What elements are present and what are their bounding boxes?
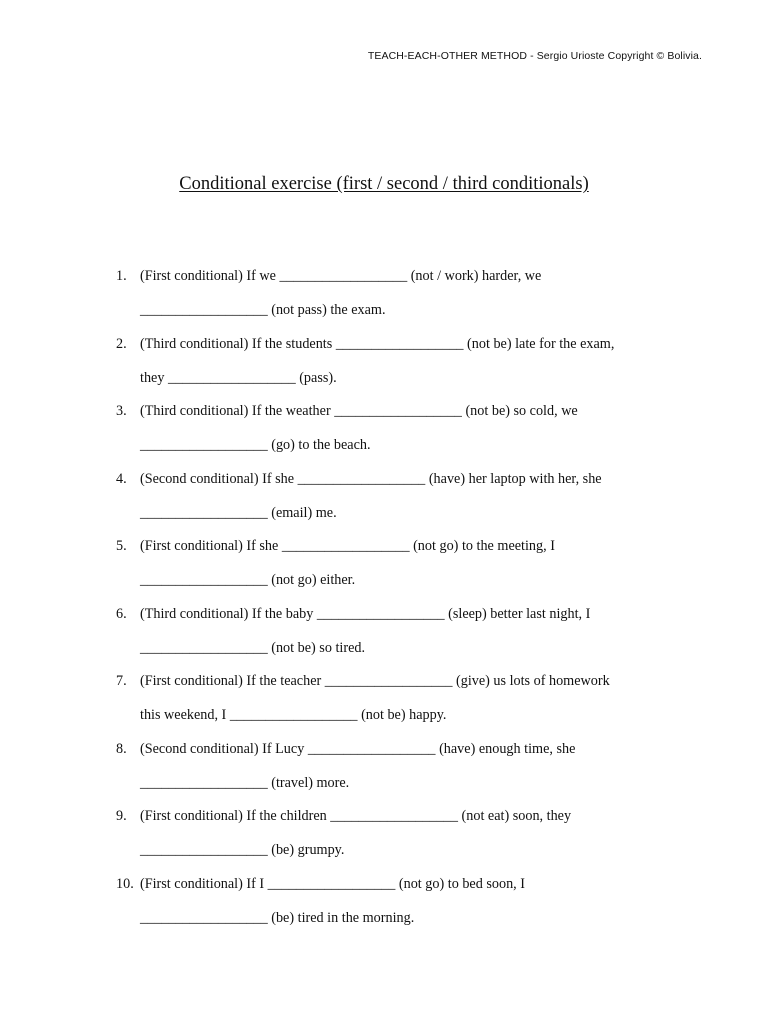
item-line-1: (Second conditional) If Lucy __________________ (have) enough time, she — [140, 740, 576, 757]
item-line-1: (First conditional) If the children __________________ (not eat) soon, they — [140, 808, 572, 824]
item-number: 8. — [116, 740, 127, 757]
item-number: 9. — [116, 808, 127, 824]
exercise-item-3 — [0, 403, 768, 471]
item-line-2: __________________ (not go) either. — [140, 572, 356, 588]
item-line-2: this weekend, I __________________ (not be) happy. — [140, 707, 447, 723]
item-line-2: __________________ (email) me. — [140, 504, 337, 521]
item-line-2: they __________________ (pass). — [140, 369, 337, 386]
item-line-2: __________________ (be) tired in the morning. — [140, 909, 415, 926]
exercise-item-2 — [0, 336, 768, 404]
page-header: TEACH-EACH-OTHER METHOD - Sergio Urioste Copyright © Bolivia. — [367, 50, 702, 62]
exercise-item-6 — [0, 606, 768, 674]
item-line-2: __________________ (be) grumpy. — [140, 842, 345, 858]
item-line-1: (Second conditional) If she __________________ (have) her laptop with her, she — [140, 470, 602, 487]
item-number: 4. — [116, 470, 127, 487]
item-line-1: (Third conditional) If the students __________________ (not be) late for the exam, — [140, 335, 615, 352]
item-number: 7. — [116, 673, 127, 689]
exercise-list — [0, 268, 768, 943]
item-number: 2. — [116, 335, 127, 352]
item-line-1: (First conditional) If the teacher __________________ (give) us lots of homework — [140, 673, 610, 689]
exercise-item-9 — [0, 808, 768, 876]
item-line-1: (Third conditional) If the baby __________________ (sleep) better last night, I — [140, 605, 591, 622]
exercise-item-10 — [0, 876, 768, 944]
item-line-1: (First conditional) If we __________________ (not / work) harder, we — [140, 268, 542, 284]
exercise-item-4 — [0, 471, 768, 539]
item-line-1: (First conditional) If she __________________ (not go) to the meeting, I — [140, 538, 555, 554]
exercise-item-7 — [0, 673, 768, 741]
item-line-2: __________________ (go) to the beach. — [140, 437, 371, 453]
page-title: Conditional exercise (first / second / third conditionals) — [179, 174, 589, 194]
exercise-item-8 — [0, 741, 768, 809]
item-number: 5. — [116, 538, 127, 554]
item-line-2: __________________ (not pass) the exam. — [140, 302, 386, 318]
item-number: 10. — [116, 875, 134, 892]
item-line-2: __________________ (travel) more. — [140, 774, 350, 791]
item-line-1: (Third conditional) If the weather __________________ (not be) so cold, we — [140, 403, 578, 419]
exercise-item-5 — [0, 538, 768, 606]
item-number: 3. — [116, 403, 127, 419]
item-number: 1. — [116, 268, 127, 284]
item-line-1: (First conditional) If I __________________ (not go) to bed soon, I — [140, 875, 525, 892]
item-number: 6. — [116, 605, 127, 622]
exercise-item-1 — [0, 268, 768, 336]
item-line-2: __________________ (not be) so tired. — [140, 639, 366, 656]
